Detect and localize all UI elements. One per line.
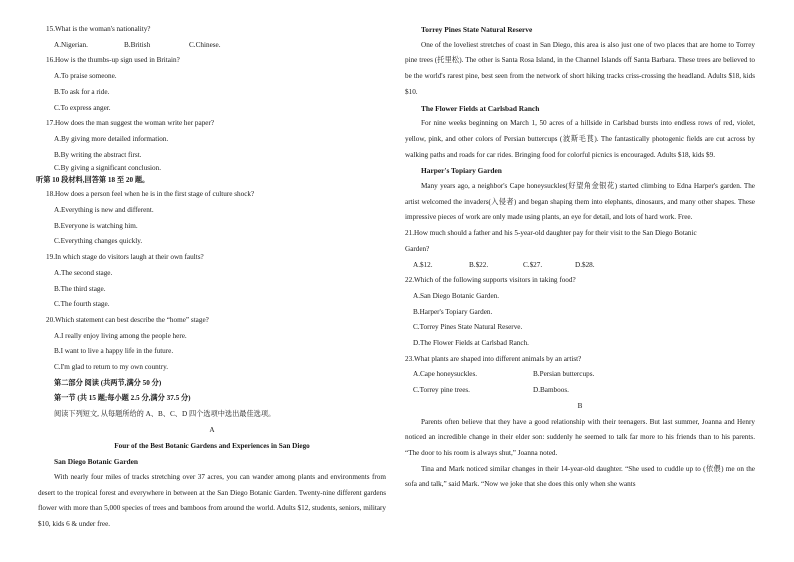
question-21-cont: Garden? (405, 244, 430, 253)
option-b: B.I want to live a happy life in the future. (54, 347, 174, 356)
option-a: A.Cape honeysuckles. (413, 370, 478, 379)
option-d: D.$28. (575, 260, 595, 269)
option-a: A.$12. (413, 260, 433, 269)
option-d: D.Bamboos. (533, 386, 569, 395)
option-c: C.Everything changes quickly. (54, 237, 143, 246)
option-a: A.The second stage. (54, 268, 113, 277)
question-23-options-cd (405, 383, 755, 399)
option-b: B.By writing the abstract first. (54, 150, 142, 159)
sd-botanic-body: With nearly four miles of tracks stretching over 37 acres, you can wander among plants and environments from desert to the tropical forest and everywhere in between at the San Diego Botanic Garden. Twenty-nine different gardens flower with more than 5,000 species of trees and bamboos from around the world. Adults $12, students, seniors, military $10, kids 6 & under free. (38, 472, 386, 529)
passage-a-letter: A (209, 425, 215, 434)
section-1-title: 第一节 (共 15 题;每小题 2.5 分,满分 37.5 分) (54, 394, 191, 403)
harper-heading: Harper's Topiary Garden (421, 166, 502, 176)
option-a: A.By giving more detailed information. (54, 134, 169, 143)
option-c: C.$27. (523, 260, 543, 269)
question-20: 20.Which statement can best describe the “home” stage? (46, 315, 209, 324)
right-column (405, 22, 755, 493)
harper-body: Many years ago, a neighbor's Cape honeysuckles(好望角金银花) started climbing to Edna Harper's garden. The artist welcomed the invaders(入侵者) and began shaping them into elephants, dinosaurs, and many other shapes. These impressive pieces of work are only made using plants, an eye for detail, and lots of hard work. Free. (405, 182, 755, 222)
question-17: 17.How does the man suggest the woman write her paper? (46, 119, 215, 128)
option-a: A.To praise someone. (54, 72, 117, 81)
sd-botanic-heading: San Diego Botanic Garden (54, 457, 138, 467)
option-c: C.By giving a significant conclusion. (54, 164, 162, 173)
flower-fields-body: For nine weeks beginning on March 1, 50 acres of a hillside in Carlsbad bursts into endless rows of red, violet, yellow, pink, and other colors of Persian buttercups (波斯毛茛). The fantastically photogenic fields are cut across by walking paths and roads for car rides. Bringing food for colorful picnics is encouraged. Adults $18, kids $9. (405, 119, 755, 159)
option-b: B.$22. (469, 260, 489, 269)
passage-b-para-1: Parents often believe that they have a good relationship with their teenagers. But last summer, Joanna and Henry noticed an incredible change in their elder son: suddenly he seemed to talk far more to his friends than to his parents. “The door to his room is always shut,” Joanna noted. (405, 417, 755, 457)
option-b: B.Persian buttercups. (533, 370, 595, 379)
passage-b-para-2: Tina and Mark noticed similar changes in their 14-year-old daughter. “She used to cuddle up to (依偎) me on the sofa and talk,” said Mark. “Now we joke that she does this only when she wants (405, 464, 755, 489)
passage-b-letter: B (577, 401, 583, 410)
option-a: A.I really enjoy living among the people here. (54, 331, 187, 340)
question-21-options (405, 258, 755, 274)
question-15-options (38, 38, 386, 54)
option-c: C.I'm glad to return to my own country. (54, 363, 169, 372)
question-22: 22.Which of the following supports visitors in taking food? (405, 276, 576, 285)
option-c: C.Torrey pine trees. (413, 386, 470, 395)
option-a: A.San Diego Botanic Garden. (413, 291, 500, 300)
option-c: C.To express anger. (54, 103, 111, 112)
question-18: 18.How does a person feel when he is in the first stage of culture shock? (46, 190, 255, 199)
torrey-body: One of the loveliest stretches of coast in San Diego, this area is also just one of two places that are home to Torrey pine trees (托里松). The other is Santa Rosa Island, in the Channel Islands off Santa Barbara. These trees are believed to be the world's rarest pine, best seen from the network of short hiking tracks criss-crossing the headland. Adults $18, kids $10. (405, 40, 755, 96)
torrey-heading: Torrey Pines State Natural Reserve (421, 25, 533, 34)
part-2-title: 第二部分 阅读 (共两节,满分 50 分) (54, 378, 162, 387)
option-b: B.Harper's Topiary Garden. (413, 307, 493, 316)
question-23-options-ab (405, 367, 755, 383)
reading-instruction: 阅读下列短文, 从每题所给的 A、B、C、D 四个选项中选出最佳选项。 (54, 410, 276, 419)
question-23: 23.What plants are shaped into different animals by an artist? (405, 354, 582, 363)
option-b: B.Everyone is watching him. (54, 221, 138, 230)
question-21: 21.How much should a father and his 5-year-old daughter pay for their visit to the San Diego Botanic (405, 229, 697, 238)
option-b: B.The third stage. (54, 284, 106, 293)
option-a: A.Everything is new and different. (54, 206, 154, 215)
question-19: 19.In which stage do visitors laugh at their own faults? (46, 253, 204, 262)
option-a: A.Nigerian. (54, 40, 88, 49)
option-b: B.British (124, 40, 151, 49)
option-c: C.Torrey Pines State Natural Reserve. (413, 323, 523, 332)
option-c: C.Chinese. (189, 40, 221, 49)
option-c: C.The fourth stage. (54, 300, 110, 309)
passage-a-title: Four of the Best Botanic Gardens and Experiences in San Diego (114, 441, 310, 450)
option-b: B.To ask for a ride. (54, 87, 110, 96)
left-column (38, 22, 386, 533)
flower-fields-heading: The Flower Fields at Carlsbad Ranch (421, 103, 540, 113)
question-15: 15.What is the woman's nationality? (46, 25, 151, 33)
option-d: D.The Flower Fields at Carlsbad Ranch. (413, 339, 529, 348)
question-16: 16.How is the thumbs-up sign used in Britain? (46, 56, 180, 65)
section-note: 听第 10 段材料,回答第 18 至 20 题。 (36, 176, 150, 185)
